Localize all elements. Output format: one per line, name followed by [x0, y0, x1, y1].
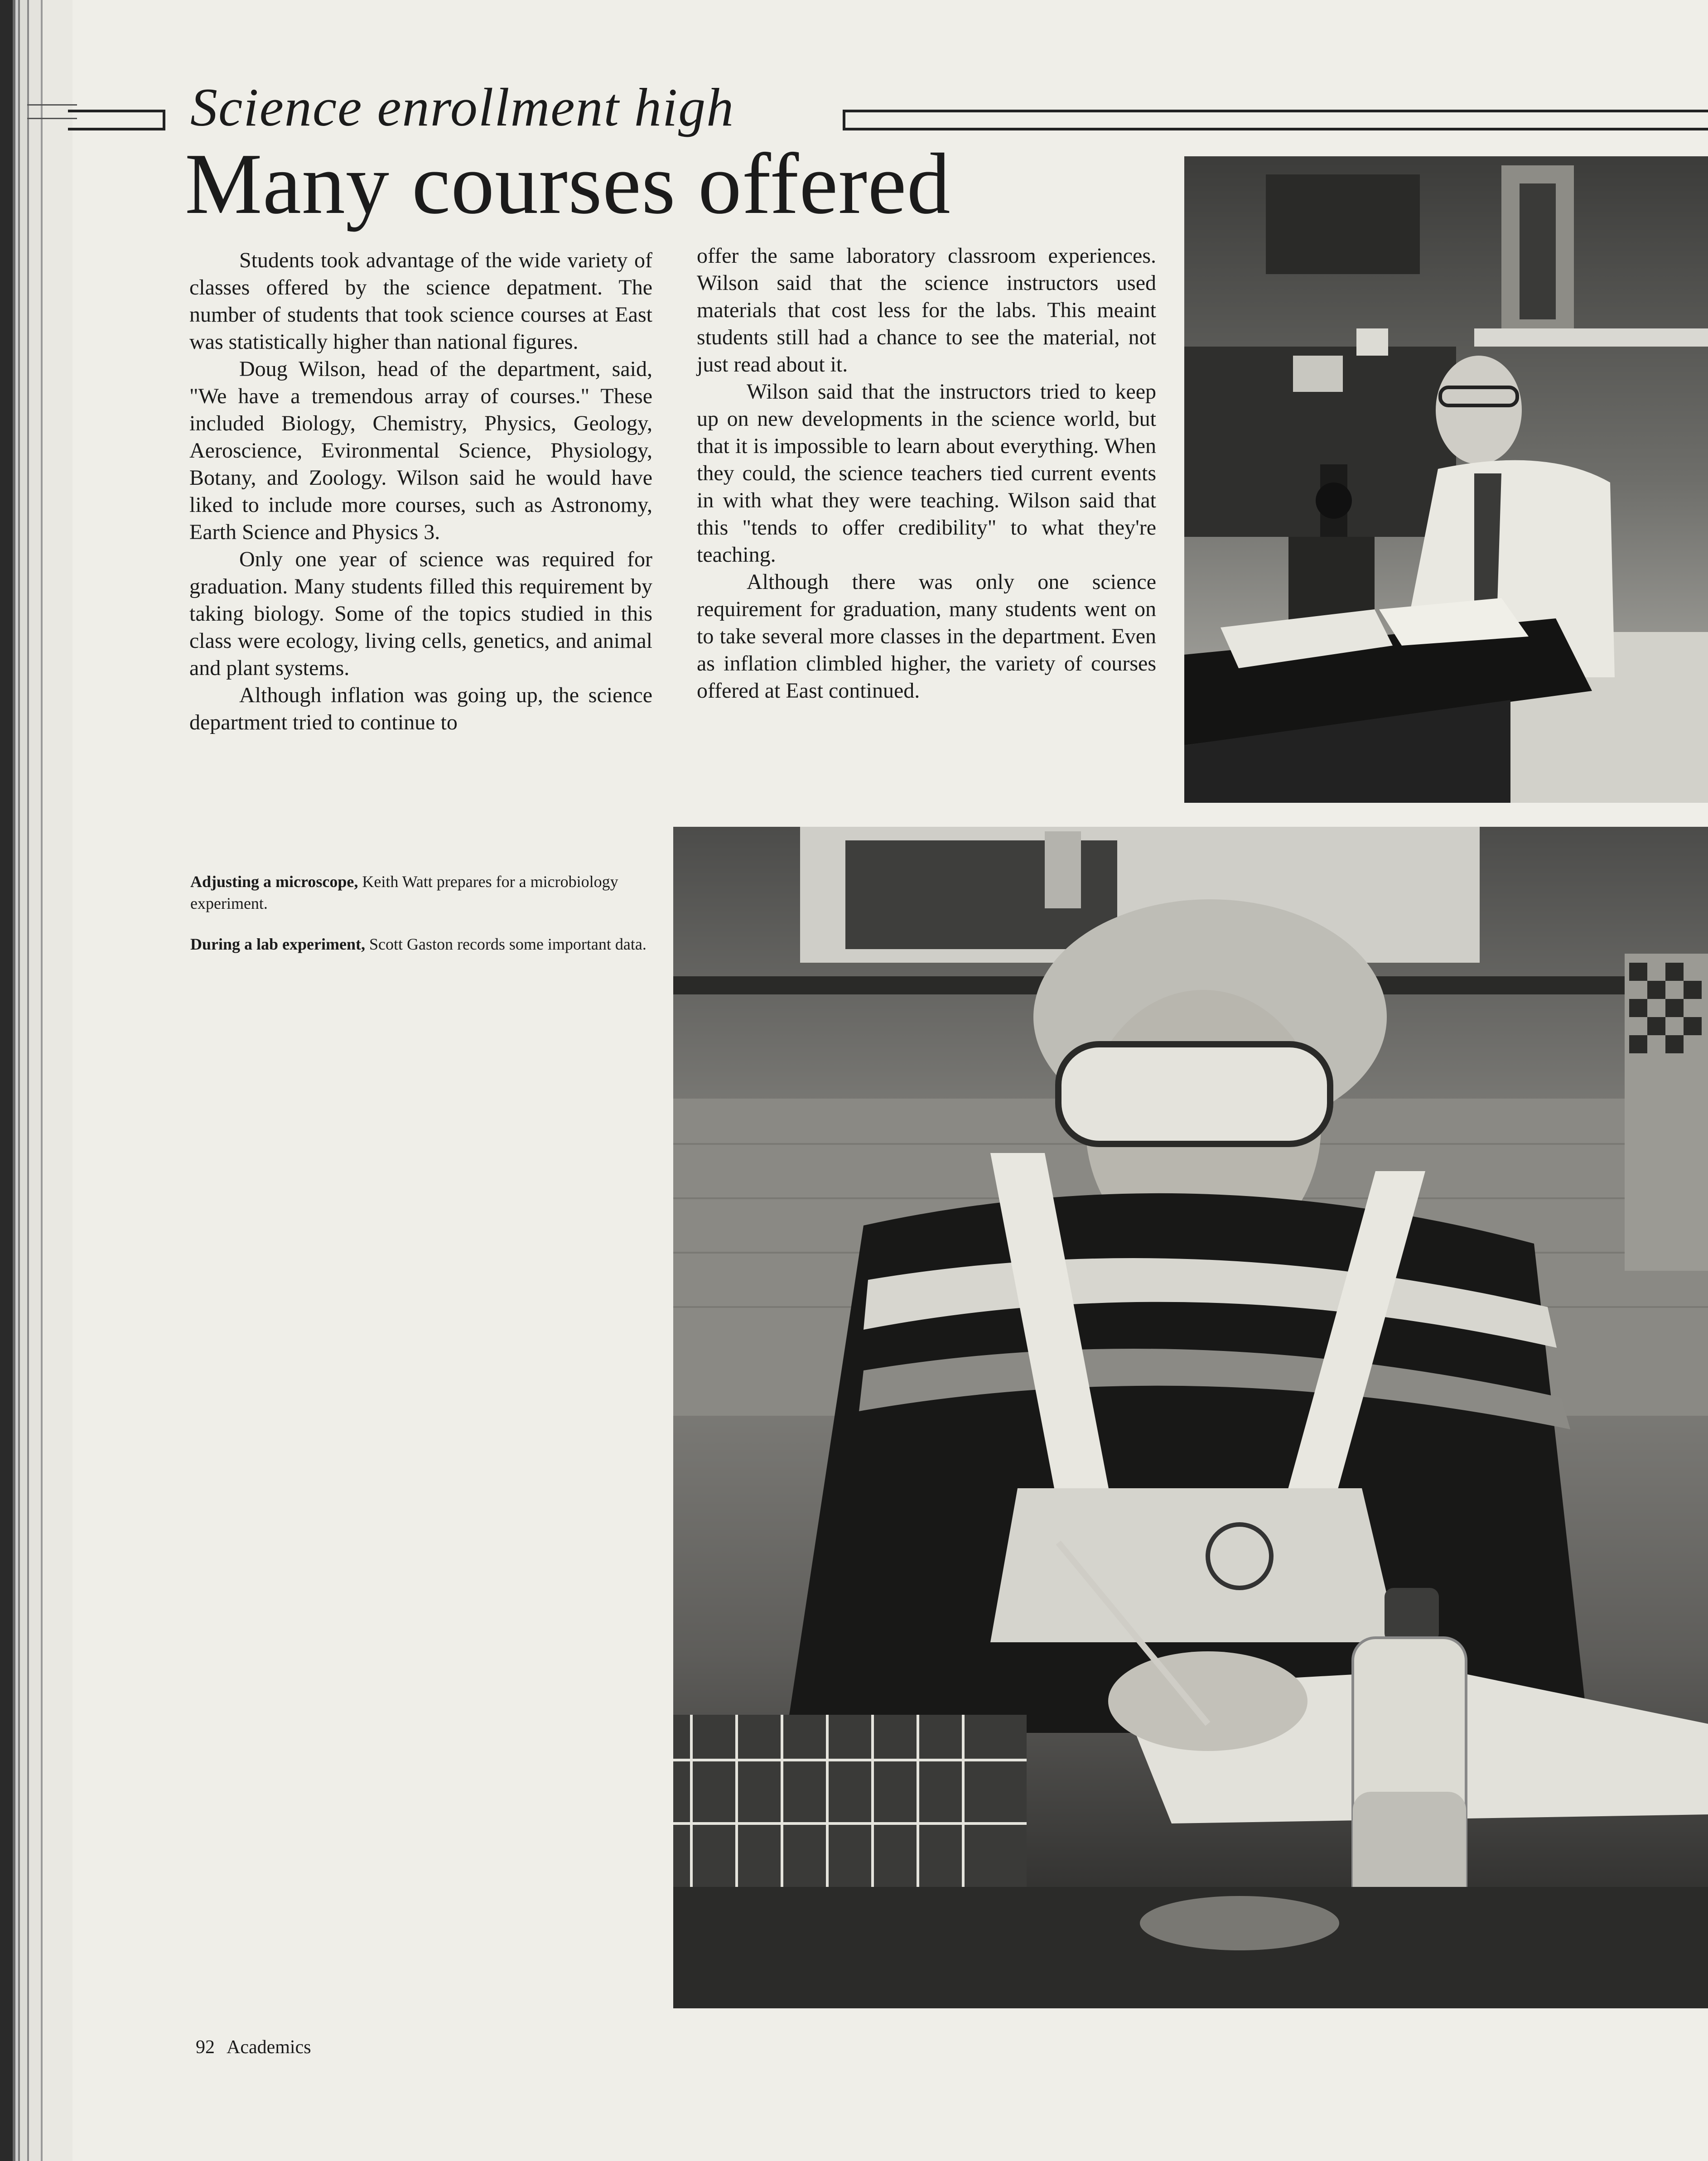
caption — [190, 871, 657, 914]
paragraph: offer the same laboratory classroom experiences. Wilson said that the science instructors used materials that cost less for the labs. This meaint students still had a chance to see the material, not just read about it. — [697, 244, 1156, 376]
binding-tick — [27, 104, 77, 106]
article-column-1 — [189, 247, 652, 736]
paragraph: Students took advantage of the wide variety of classes offered by the science depatment. The number of students that took science courses at East was statistically higher than national figures. — [189, 248, 652, 354]
caption-text: Scott Gaston records some important data. — [365, 935, 647, 953]
caption-text: Keith Watt prepares for a microbiology experiment. — [190, 873, 618, 912]
photo-captions — [190, 871, 657, 974]
paragraph: Although inflation was going up, the science department tried to continue to — [189, 683, 652, 734]
section-name: Academics — [227, 2037, 311, 2058]
caption-lead: During a lab experiment, — [190, 935, 365, 953]
kicker: Science enrollment high — [190, 77, 735, 137]
photo-microscope-illustration — [1184, 156, 1708, 803]
caption — [190, 933, 657, 955]
kicker-rule-right — [843, 110, 1708, 130]
paragraph: Although there was only one science requirement for graduation, many students went on to take several more classes in the department. Even as inflation climbled higher, the variety of courses offered at East continued. — [697, 570, 1156, 703]
photo-lab-experiment — [673, 827, 1708, 2008]
page-folio — [196, 2036, 323, 2058]
kicker-rule-left — [68, 110, 165, 130]
page-number: 92 — [196, 2037, 215, 2058]
paragraph: Wilson said that the instructors tried to keep up on new developments in the science world, but that it is impossible to learn about everything. When they could, the science teachers tied current events in with what they were teaching. Wilson said that this "tends to offer credibility" to what they're teaching. — [697, 380, 1156, 567]
photo-lab-experiment-illustration — [673, 827, 1708, 2008]
paragraph: Doug Wilson, head of the department, said, "We have a tremendous array of courses." These included Biology, Chemistry, Physics, Geology, Aeroscience, Evironmental Science, Physiology, Botany, and Zoology. Wilson said he would have liked to include more courses, such as Astronomy, Earth Science and Physics 3. — [189, 357, 652, 544]
headline: Many courses offered — [185, 135, 951, 232]
paragraph: Only one year of science was required for graduation. Many students filled this requirement by taking biology. Some of the topics studied in this class were ecology, living cells, genetics, and animal and plant systems. — [189, 547, 652, 680]
article-column-2 — [697, 242, 1156, 704]
photo-microscope — [1184, 156, 1708, 803]
book-binding — [0, 0, 72, 2161]
caption-lead: Adjusting a microscope, — [190, 873, 358, 891]
